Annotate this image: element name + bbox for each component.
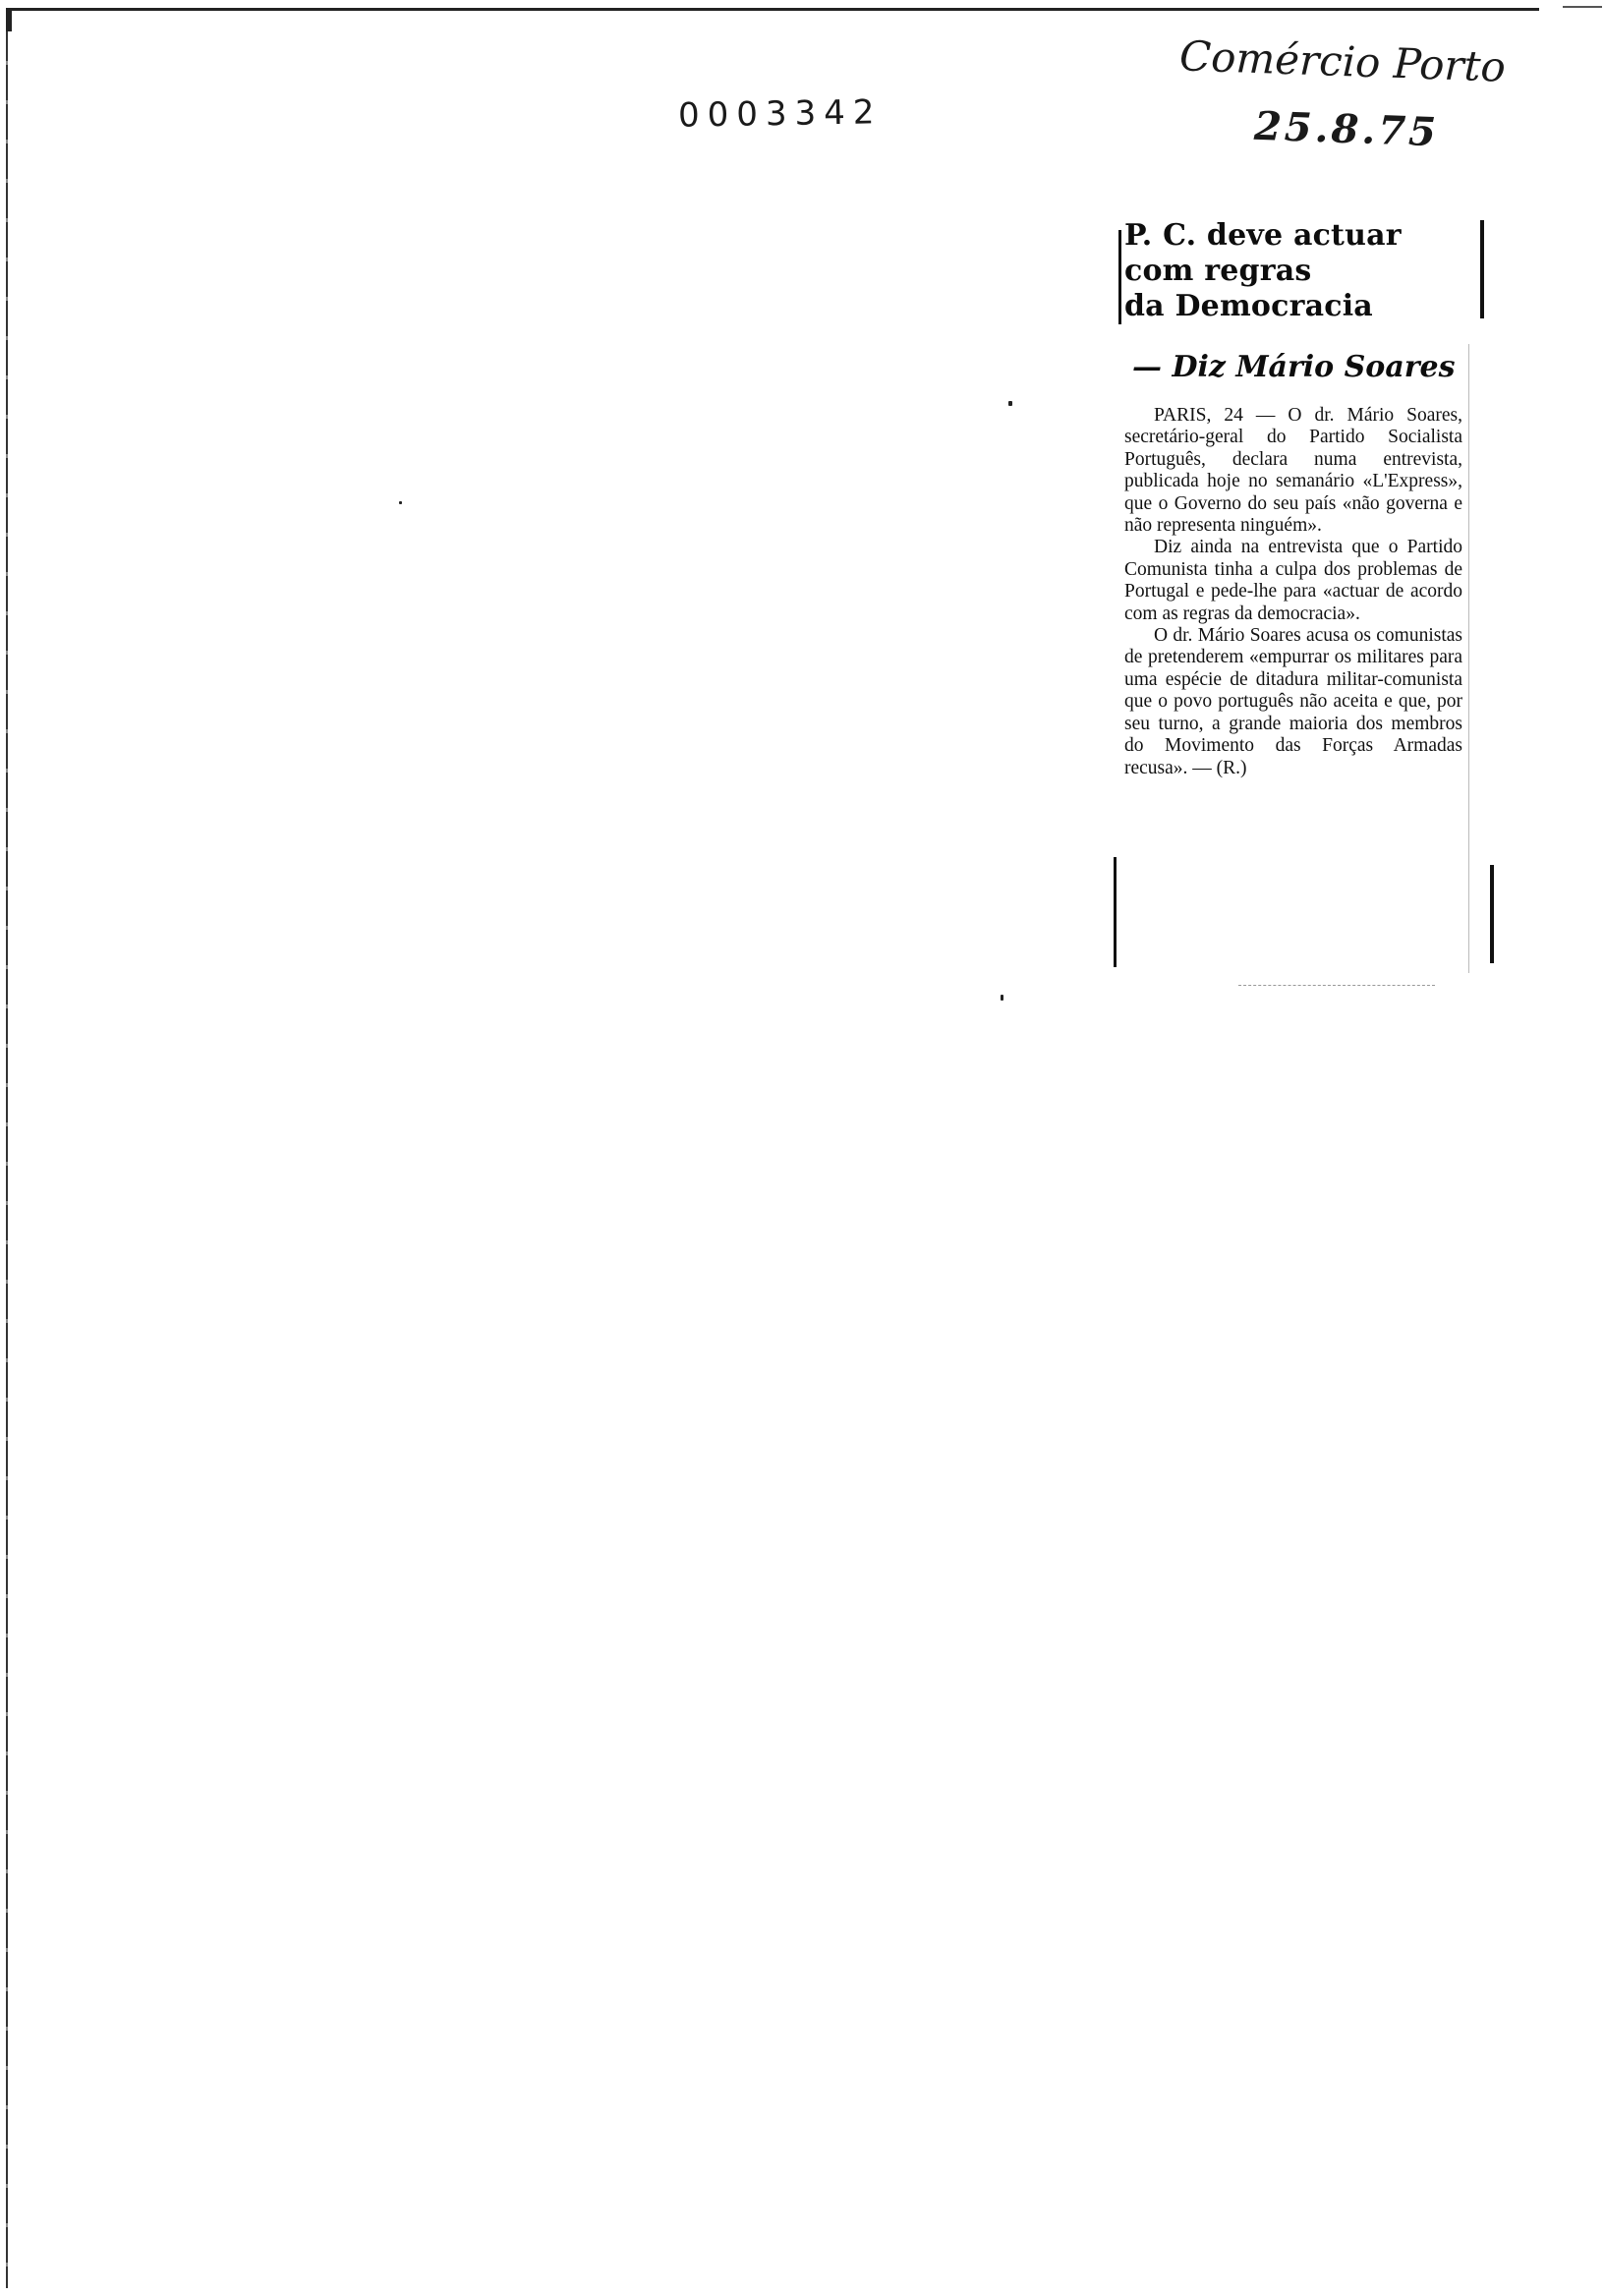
clipping-edge-right-top: [1480, 220, 1484, 318]
scan-edge-left: [6, 8, 8, 2288]
archive-number: 0003342: [677, 92, 883, 136]
handwritten-date: 25.8.75: [1253, 102, 1440, 156]
scan-edge-corner: [6, 8, 12, 31]
scan-edge-top-right: [1563, 6, 1602, 8]
article-paragraph: Diz ainda na entrevista que o Partido Comunista tinha a culpa dos problemas de Portugal e pede-lhe para «actuar de acordo com as regras da democracia».: [1124, 537, 1462, 624]
headline-line: com regras: [1124, 254, 1312, 288]
scan-speck: [1001, 995, 1003, 1001]
headline-line: P. C. deve actuar: [1124, 218, 1402, 253]
article-body: [1124, 405, 1462, 779]
handwritten-source: Comércio Porto: [1178, 31, 1507, 91]
article-byline: — Diz Mário Soares: [1132, 350, 1456, 384]
scan-speck: [1008, 401, 1012, 406]
clipping-edge-left-bottom: [1114, 857, 1117, 967]
clipping-edge-right-bottom: [1490, 865, 1494, 963]
headline-line: da Democracia: [1124, 289, 1373, 323]
scan-edge-top: [6, 8, 1539, 11]
article-paragraph: PARIS, 24 — O dr. Mário Soares, secretário-geral do Partido Socialista Português, declara numa entrevista, publicada hoje no semanário «L'Express», que o Governo do seu país «não governa e não representa ninguém».: [1124, 405, 1462, 537]
scan-speck: [399, 501, 402, 504]
newspaper-clipping: [1124, 218, 1474, 779]
clipping-edge-left-top: [1118, 230, 1121, 324]
clipping-edge-bottom: [1238, 985, 1435, 987]
article-headline: [1124, 218, 1474, 324]
article-paragraph: O dr. Mário Soares acusa os comunistas de pretenderem «empurrar os militares para uma espécie de ditadura militar-comunista que o povo português não aceita e que, por seu turno, a grande maioria dos membros do Movimento das Forças Armadas recusa». — (R.): [1124, 625, 1462, 778]
